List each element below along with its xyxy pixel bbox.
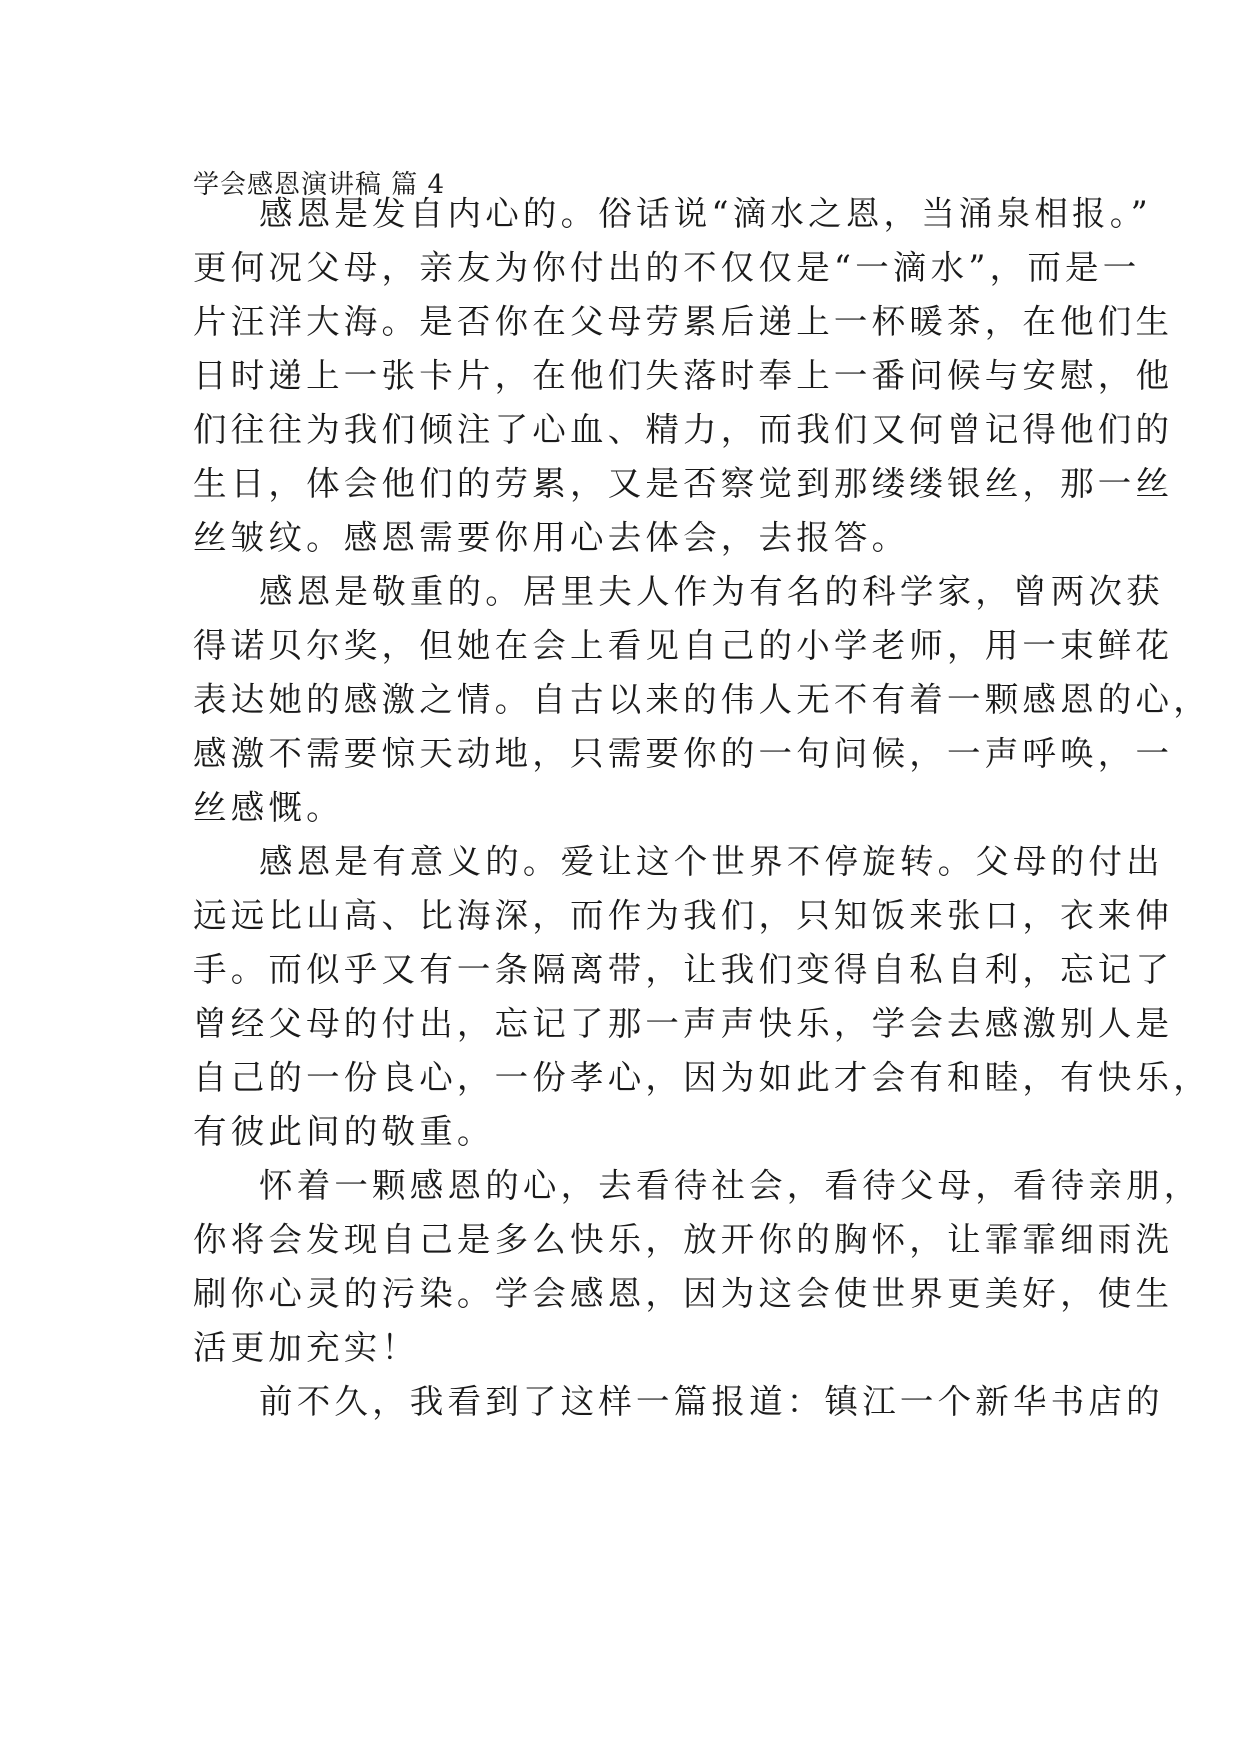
paragraph-4-line-2: 你将会发现自己是多么快乐，放开你的胸怀，让霏霏细雨洗 [193,1220,1174,1259]
paragraph-1-line-2: 更何况父母，亲友为你付出的不仅仅是“一滴水”，而是一 [193,248,1141,287]
paragraph-1-line-5: 们往往为我们倾注了心血、精力，而我们又何曾记得他们的 [193,410,1174,449]
paragraph-5-line-1: 前不久，我看到了这样一篇报道：镇江一个新华书店的 [259,1382,1164,1421]
paragraph-2-line-2: 得诺贝尔奖，但她在会上看见自己的小学老师，用一束鲜花 [193,626,1174,665]
paragraph-3-line-3: 手。而似乎又有一条隔离带，让我们变得自私自利，忘记了 [193,950,1174,989]
paragraph-2-line-4: 感激不需要惊天动地，只需要你的一句问候，一声呼唤，一 [193,734,1174,773]
paragraph-4-line-1: 怀着一颗感恩的心，去看待社会，看待父母，看待亲朋， [259,1166,1202,1205]
paragraph-2-line-5: 丝感慨。 [193,788,344,827]
paragraph-1-line-4: 日时递上一张卡片，在他们失落时奉上一番问候与安慰，他 [193,356,1174,395]
paragraph-2-line-1: 感恩是敬重的。居里夫人作为有名的科学家，曾两次获 [259,572,1164,611]
paragraph-1-line-1: 感恩是发自内心的。俗话说“滴水之恩，当涌泉相报。” [259,194,1153,233]
paragraph-4-line-4: 活更加充实！ [193,1328,420,1367]
paragraph-4-line-3: 刷你心灵的污染。学会感恩，因为这会使世界更美好，使生 [193,1274,1174,1313]
paragraph-2-line-3: 表达她的感激之情。自古以来的伟人无不有着一颗感恩的心， [193,680,1211,719]
paragraph-1-line-7: 丝皱纹。感恩需要你用心去体会，去报答。 [193,518,910,557]
document-title: 学会感恩演讲稿 篇 4 [193,170,446,200]
paragraph-3-line-4: 曾经父母的付出，忘记了那一声声快乐，学会去感激别人是 [193,1004,1174,1043]
paragraph-3-line-2: 远远比山高、比海深，而作为我们，只知饭来张口，衣来伸 [193,896,1174,935]
paragraph-3-line-6: 有彼此间的敬重。 [193,1112,495,1151]
paragraph-1-line-3: 片汪洋大海。是否你在父母劳累后递上一杯暖茶，在他们生 [193,302,1174,341]
paragraph-1-line-6: 生日，体会他们的劳累，又是否察觉到那缕缕银丝，那一丝 [193,464,1174,503]
paragraph-3-line-5: 自己的一份良心，一份孝心，因为如此才会有和睦，有快乐， [193,1058,1211,1097]
paragraph-3-line-1: 感恩是有意义的。爱让这个世界不停旋转。父母的付出 [259,842,1164,881]
